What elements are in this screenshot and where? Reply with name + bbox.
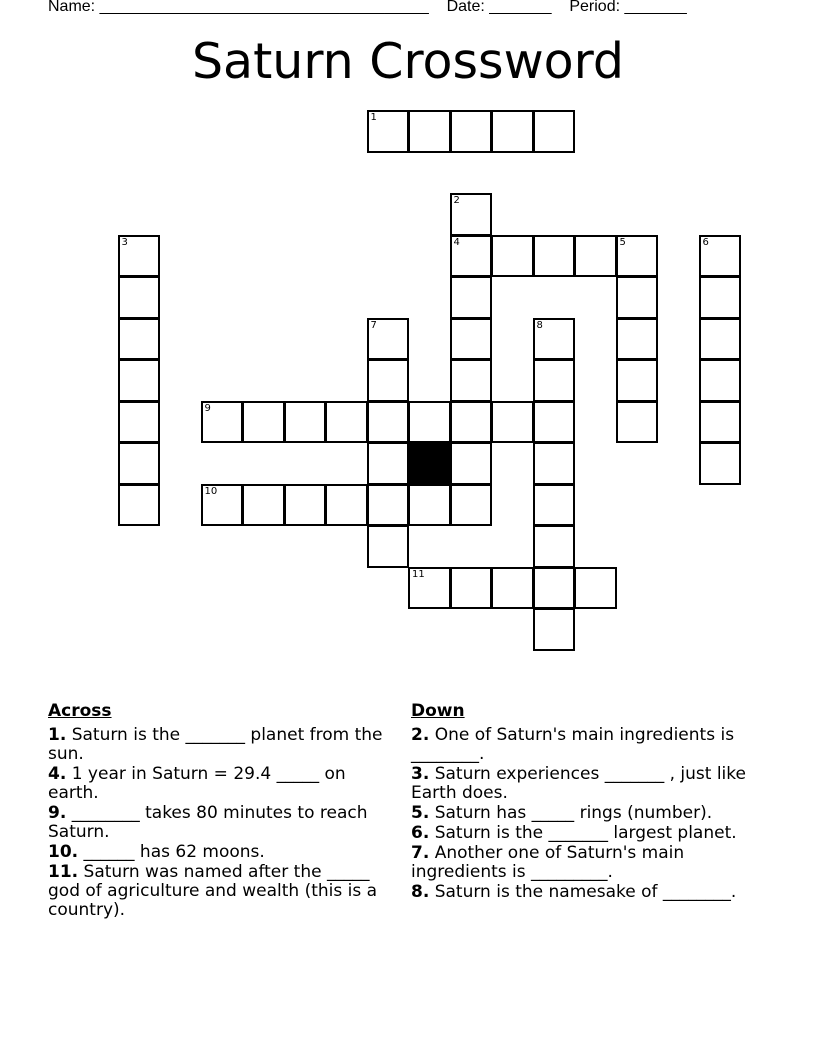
grid-cell[interactable]: [616, 276, 659, 319]
clue-text: Saturn experiences _______ , just like Earth does.: [411, 764, 746, 803]
across-clues: [48, 702, 398, 921]
down-clues: [411, 702, 756, 903]
clue-down-3: [411, 765, 756, 803]
cell-number: 1: [370, 112, 377, 123]
grid-cell[interactable]: [450, 235, 493, 278]
grid-cell[interactable]: [533, 567, 576, 610]
clue-text: Saturn was named after the _____ god of agriculture and wealth (this is a country).: [48, 862, 378, 920]
grid-cell[interactable]: [616, 235, 659, 278]
grid-cell[interactable]: [118, 276, 161, 319]
grid-cell[interactable]: [533, 110, 576, 153]
grid-cell[interactable]: [284, 401, 327, 444]
grid-cell[interactable]: [367, 110, 410, 153]
clue-number: 10.: [48, 842, 79, 862]
student-info-line: Name: _____________________________________ Date: _______ Period: _______: [48, 0, 687, 15]
grid-cell[interactable]: [367, 401, 410, 444]
grid-cell[interactable]: [533, 608, 576, 651]
clue-across-9: [48, 804, 398, 842]
grid-cell[interactable]: [491, 110, 534, 153]
grid-cell[interactable]: [533, 401, 576, 444]
clue-number: 5.: [411, 803, 430, 823]
grid-cell[interactable]: [533, 235, 576, 278]
grid-cell[interactable]: [699, 276, 742, 319]
clue-across-1: [48, 726, 398, 764]
grid-cell[interactable]: [408, 110, 451, 153]
clue-text: 1 year in Saturn = 29.4 _____ on earth.: [48, 764, 346, 803]
grid-cell[interactable]: [450, 484, 493, 527]
grid-cell[interactable]: [450, 442, 493, 485]
grid-cell[interactable]: [201, 401, 244, 444]
grid-cell[interactable]: [284, 484, 327, 527]
clue-text: One of Saturn's main ingredients is ________.: [411, 725, 735, 764]
grid-cell[interactable]: [533, 442, 576, 485]
grid-cell[interactable]: [118, 235, 161, 278]
grid-cell[interactable]: [450, 110, 493, 153]
grid-cell[interactable]: [118, 318, 161, 361]
grid-cell[interactable]: [408, 401, 451, 444]
grid-cell[interactable]: [699, 235, 742, 278]
clue-down-7: [411, 844, 756, 882]
cell-number: 2: [453, 195, 460, 206]
clue-across-4: [48, 765, 398, 803]
grid-cell[interactable]: [118, 484, 161, 527]
clue-number: 4.: [48, 764, 67, 784]
cell-number: 11: [412, 568, 425, 580]
grid-cell[interactable]: [367, 484, 410, 527]
grid-cell[interactable]: [450, 276, 493, 319]
grid-cell[interactable]: [367, 442, 410, 485]
grid-cell[interactable]: [242, 484, 285, 527]
grid-cell[interactable]: [118, 401, 161, 444]
grid-cell[interactable]: [367, 359, 410, 402]
grid-cell[interactable]: [408, 567, 451, 610]
clue-down-6: [411, 824, 756, 843]
grid-cell[interactable]: [533, 318, 576, 361]
clue-down-5: [411, 804, 756, 823]
grid-cell[interactable]: [491, 235, 534, 278]
grid-cell[interactable]: [367, 318, 410, 361]
grid-cell[interactable]: [242, 401, 285, 444]
clue-text: Saturn is the _______ largest planet.: [429, 823, 737, 843]
clue-text: Saturn is the _______ planet from the sun.: [48, 725, 383, 764]
grid-cell[interactable]: [574, 235, 617, 278]
grid-cell[interactable]: [118, 442, 161, 485]
clue-number: 3.: [411, 764, 430, 784]
grid-cell[interactable]: [616, 359, 659, 402]
grid-cell[interactable]: [491, 401, 534, 444]
clue-number: 8.: [411, 882, 430, 902]
clue-number: 1.: [48, 725, 67, 745]
clue-number: 7.: [411, 843, 430, 863]
clue-number: 2.: [411, 725, 430, 745]
cell-number: 3: [121, 236, 128, 248]
grid-cell[interactable]: [450, 193, 493, 236]
grid-cell[interactable]: [118, 359, 161, 402]
grid-cell[interactable]: [450, 401, 493, 444]
grid-cell[interactable]: [408, 484, 451, 527]
page-title: Saturn Crossword: [191, 33, 625, 90]
grid-cell[interactable]: [616, 401, 659, 444]
cell-number: 4: [453, 236, 460, 248]
grid-cell[interactable]: [367, 525, 410, 568]
blocked-cell: [408, 442, 451, 485]
cell-number: 5: [619, 236, 626, 248]
grid-cell[interactable]: [325, 484, 368, 527]
clue-down-2: [411, 726, 756, 764]
clue-text: Saturn is the namesake of ________.: [429, 882, 737, 902]
clue-text: Saturn has _____ rings (number).: [429, 803, 713, 823]
grid-cell[interactable]: [450, 359, 493, 402]
cell-number: 7: [370, 319, 377, 331]
grid-cell[interactable]: [699, 359, 742, 402]
grid-cell[interactable]: [450, 318, 493, 361]
clue-text: Another one of Saturn's main ingredients is _________.: [411, 843, 685, 882]
grid-cell[interactable]: [325, 401, 368, 444]
grid-cell[interactable]: [533, 525, 576, 568]
cell-number: 8: [536, 319, 543, 331]
across-heading: Across: [48, 701, 112, 721]
clue-number: 6.: [411, 823, 430, 843]
down-heading: Down: [411, 701, 465, 721]
cell-number: 9: [204, 402, 211, 414]
clue-across-10: [48, 843, 398, 862]
grid-cell[interactable]: [533, 484, 576, 527]
clue-text: ______ has 62 moons.: [78, 842, 265, 862]
clue-text: ________ takes 80 minutes to reach Saturn.: [48, 803, 368, 842]
grid-cell[interactable]: [699, 318, 742, 361]
grid-cell[interactable]: [699, 401, 742, 444]
clue-number: 9.: [48, 803, 67, 823]
clue-across-11: [48, 863, 398, 920]
grid-cell[interactable]: [616, 318, 659, 361]
cell-number: 10: [204, 485, 218, 497]
grid-cell[interactable]: [699, 442, 742, 485]
cell-number: 6: [702, 236, 709, 248]
clue-down-8: [411, 883, 756, 902]
grid-cell[interactable]: [533, 359, 576, 402]
grid-cell[interactable]: [450, 567, 493, 610]
clue-number: 11.: [48, 862, 79, 882]
grid-cell[interactable]: [574, 567, 617, 610]
grid-cell[interactable]: [201, 484, 244, 527]
grid-cell[interactable]: [491, 567, 534, 610]
